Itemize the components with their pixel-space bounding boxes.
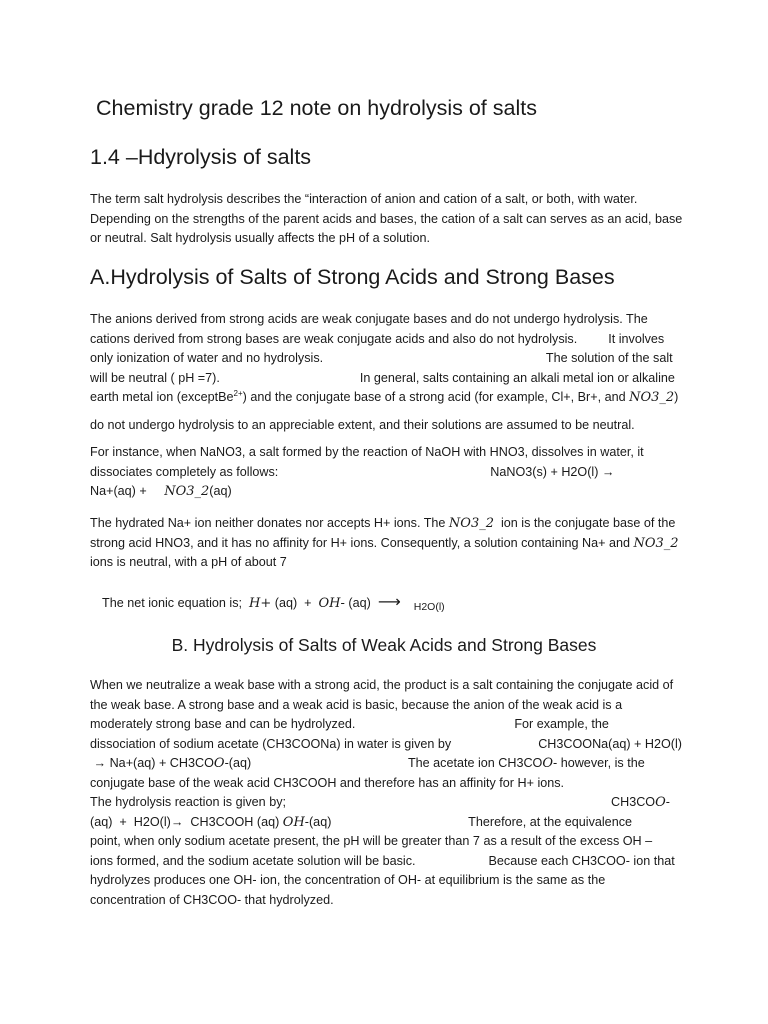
text-fragment: -(aq): [224, 756, 252, 770]
paragraph-a1: [90, 310, 680, 408]
text-fragment: dissociation of sodium acetate (CH3COONa) in water is given by: [90, 736, 452, 751]
text-fragment: In general, salts containing an alkali metal ion or alkaline: [359, 370, 675, 385]
text-fragment: NaNO3(s) + H2O(l) →: [490, 464, 615, 479]
text-line: [90, 735, 680, 755]
text-fragment: earth metal ion (exceptBe: [90, 390, 234, 404]
text-fragment: will be neutral ( pH =7).: [90, 370, 220, 385]
text-fragment: The acetate ion CH3CO: [407, 756, 543, 770]
document-title: Chemistry grade 12 note on hydrolysis of salts: [96, 96, 537, 120]
text-line: [90, 754, 680, 774]
text-fragment: The solution of the salt: [545, 351, 673, 365]
math-fragment: O: [655, 795, 666, 810]
text-fragment: → Na+(aq) + CH3CO: [90, 756, 214, 770]
text-line: The term salt hydrolysis describes the “interaction of anion and cation of a salt, or both, with water.: [90, 192, 638, 206]
text-fragment: - however, is the: [553, 756, 645, 770]
text-fragment: The hydrolysis reaction is given by;: [90, 795, 286, 809]
paragraph-a4: [90, 514, 680, 573]
text-line: [102, 592, 692, 612]
math-fragment: O: [213, 756, 225, 771]
reaction-arrow-icon: ⟶: [377, 592, 401, 611]
text-line: [90, 534, 680, 554]
paragraph-a3: [90, 443, 680, 502]
text-line: hydrolyzes produces one OH- ion, the concentration of OH- at equilibrium is the same as the: [90, 873, 606, 887]
text-fragment: (aq) +: [271, 596, 319, 610]
text-fragment: ions formed, and the sodium acetate solution will be basic.: [90, 853, 416, 868]
text-fragment: ): [674, 390, 679, 404]
text-line: For instance, when NaNO3, a salt formed by the reaction of NaOH with HNO3, dissolves in water, it: [90, 445, 644, 459]
text-line: concentration of CH3COO- that hydrolyzed.: [90, 892, 334, 907]
heading-b: B. Hydrolysis of Salts of Weak Acids and Strong Bases: [171, 635, 597, 655]
text-line: [90, 813, 680, 833]
heading-a: A.Hydrolysis of Salts of Strong Acids and Strong Bases: [90, 265, 615, 289]
text-fragment: -: [665, 795, 670, 809]
text-line: [90, 388, 680, 408]
text-line: or neutral. Salt hydrolysis usually affects the pH of a solution.: [90, 231, 430, 245]
math-fragment: O: [542, 756, 554, 771]
text-line: [90, 369, 680, 389]
math-fragment: OH-: [318, 596, 345, 611]
text-fragment: For example, the: [514, 717, 609, 731]
text-line: [90, 852, 680, 872]
intro-paragraph: [90, 190, 683, 249]
text-fragment: cations derived from strong bases are weak conjugate acids and also do not hydrolysis.: [90, 331, 578, 346]
text-line: the weak base. A strong base and a weak acid is basic, because the anion of the weak acid is a: [90, 697, 623, 712]
math-fragment: NO3_2: [448, 516, 494, 531]
net-ionic-equation: [102, 592, 692, 612]
text-fragment: only ionization of water and no hydrolysis.: [90, 351, 324, 365]
text-fragment: -(aq): [304, 814, 332, 829]
paragraph-a2: [90, 416, 680, 436]
text-fragment: (aq): [209, 484, 232, 498]
text-fragment: (aq) + H2O(l)→ CH3COOH (aq): [90, 814, 283, 829]
text-line: Depending on the strengths of the parent acids and bases, the cation of a salt can serves as an acid, base: [90, 211, 683, 226]
text-fragment: ion is the conjugate base of the: [494, 516, 676, 530]
section-heading: 1.4 –Hdyrolysis of salts: [90, 145, 312, 169]
text-line: point, when only sodium acetate present, the pH will be greater than 7 as a result of the excess OH –: [90, 834, 653, 848]
math-fragment: NO3_2: [629, 390, 675, 405]
text-fragment: moderately strong base and can be hydrolyzed.: [90, 717, 356, 731]
text-fragment: CH3COONa(aq) + H2O(l): [538, 736, 682, 751]
text-fragment: dissociates completely as follows:: [90, 464, 279, 479]
math-fragment: OH: [282, 814, 305, 830]
text-line: [90, 514, 680, 534]
text-line: do not undergo hydrolysis to an appreciable extent, and their solutions are assumed to be neutral.: [90, 418, 635, 432]
text-fragment: CH3CO: [611, 795, 656, 809]
text-line: [90, 463, 680, 483]
text-line: [90, 330, 680, 350]
text-fragment: The hydrated Na+ ion neither donates nor accepts H+ ions. The: [90, 516, 449, 530]
text-line: ions is neutral, with a pH of about 7: [90, 555, 287, 569]
text-line: [90, 349, 680, 369]
math-fragment: NO3_2: [633, 535, 679, 551]
text-fragment: It involves: [608, 331, 665, 346]
superscript: 2+: [233, 388, 243, 398]
paragraph-b1: [90, 676, 680, 910]
text-line: When we neutralize a weak base with a strong acid, the product is a salt containing the conjugate acid of: [90, 678, 674, 692]
text-line: [90, 482, 680, 502]
text-line: The anions derived from strong acids are weak conjugate bases and do not undergo hydrolysis. The: [90, 312, 648, 326]
text-line: [90, 793, 680, 813]
text-fragment: strong acid HNO3, and it has no affinity for H+ ions. Consequently, a solution containing Na+ and: [90, 535, 634, 550]
text-fragment: ) and the conjugate base of a strong acid (for example, Cl+, Br+, and: [242, 390, 630, 404]
math-fragment: H+: [249, 596, 272, 611]
text-fragment: (aq): [344, 596, 378, 610]
text-fragment: Therefore, at the equivalence: [468, 814, 632, 829]
text-fragment: Na+(aq) +: [90, 484, 165, 498]
text-fragment: Because each CH3COO- ion that: [488, 853, 675, 868]
math-fragment: NO3_2: [164, 484, 210, 499]
text-line: conjugate base of the weak acid CH3COOH and therefore has an affinity for H+ ions.: [90, 775, 565, 790]
text-fragment: H2O(l): [413, 601, 445, 613]
text-line: [90, 715, 680, 735]
equation-label: The net ionic equation is;: [102, 596, 250, 610]
